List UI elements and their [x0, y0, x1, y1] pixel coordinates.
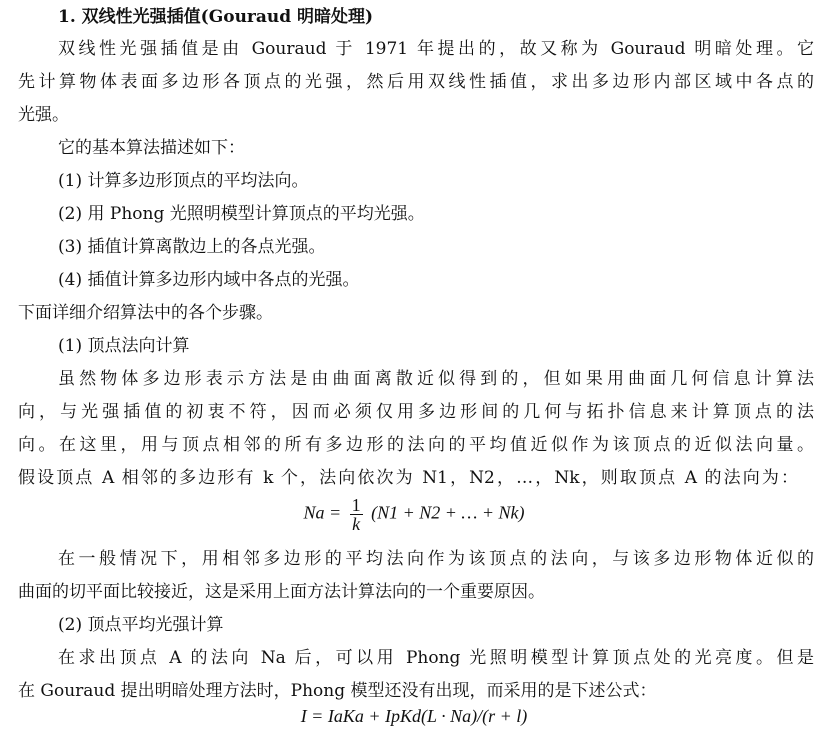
formula-1-fraction — [350, 496, 363, 533]
formula-1-lhs: Na = — [303, 502, 342, 523]
detail-intro: 下面详细介绍算法中的各个步骤。 — [18, 303, 273, 323]
subheading-vertex-intensity: (2) 顶点平均光强计算 — [58, 615, 224, 635]
paragraph-3-line-1: 在一般情况下，用相邻多边形的平均法向作为该顶点的法向，与该多边形物体近似的 — [58, 549, 814, 569]
formula-1-rhs: (N1 + N2 + … + Nk) — [371, 502, 525, 523]
intensity-formula: I = IaKa + IpKd(L · Na)/(r + l) — [300, 706, 528, 726]
step-3: (3) 插值计算离散边上的各点光强。 — [58, 237, 326, 257]
paragraph-2-line-4: 假设顶点 A 相邻的多边形有 k 个，法向依次为 N1，N2，…，Nk，则取顶点 A 的法向为： — [18, 468, 798, 488]
paragraph-4-line-2: 在 Gouraud 提出明暗处理方法时，Phong 模型还没有出现，而采用的是下述公式： — [18, 681, 657, 701]
step-4: (4) 插值计算多边形内域中各点的光强。 — [58, 270, 360, 290]
paragraph-1-line-1: 双线性光强插值是由 Gouraud 于 1971 年提出的，故又称为 Gouraud 明暗处理。它 — [58, 39, 814, 59]
subheading-vertex-normal: (1) 顶点法向计算 — [58, 336, 190, 356]
algorithm-intro: 它的基本算法描述如下： — [58, 138, 245, 158]
paragraph-2-line-3: 向。在这里，用与顶点相邻的所有多边形的法向的平均值近似作为该顶点的近似法向量。 — [18, 435, 814, 455]
normal-average-formula — [0, 496, 828, 533]
paragraph-1-line-2: 先计算物体表面多边形各顶点的光强，然后用双线性插值，求出多边形内部区域中各点的 — [18, 72, 814, 92]
step-2: (2) 用 Phong 光照明模型计算顶点的平均光强。 — [58, 204, 425, 224]
paragraph-4-line-1: 在求出顶点 A 的法向 Na 后，可以用 Phong 光照明模型计算顶点处的光亮度。但是 — [58, 648, 814, 668]
step-1: (1) 计算多边形顶点的平均法向。 — [58, 171, 309, 191]
paragraph-2-line-2: 向，与光强插值的初衷不符，因而必须仅用多边形间的几何与拓扑信息来计算顶点的法 — [18, 402, 814, 422]
paragraph-3-line-2: 曲面的切平面比较接近，这是采用上面方法计算法向的一个重要原因。 — [18, 582, 545, 602]
formula-1-denominator: k — [352, 514, 361, 534]
paragraph-1-line-3: 光强。 — [18, 105, 69, 125]
section-heading: 1. 双线性光强插值(Gouraud 明暗处理) — [58, 7, 374, 27]
paragraph-2-line-1: 虽然物体多边形表示方法是由曲面离散近似得到的，但如果用曲面几何信息计算法 — [58, 369, 814, 389]
formula-1-numerator: 1 — [351, 495, 361, 515]
